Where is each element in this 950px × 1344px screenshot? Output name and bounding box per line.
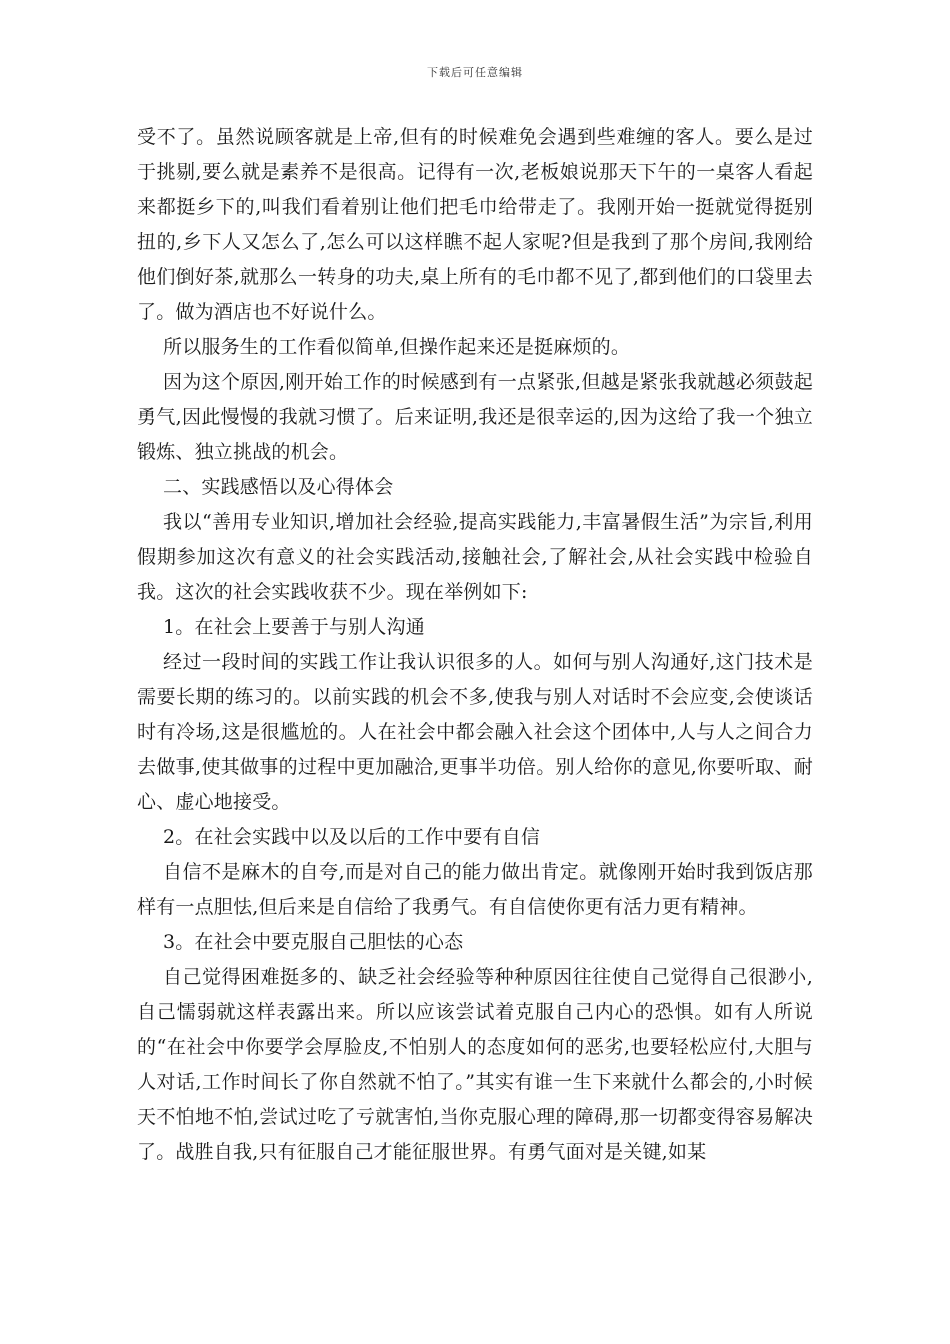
subheading-communication: 1。在社会上要善于与别人沟通 — [163, 616, 425, 638]
paragraph-purpose: 我以“善用专业知识,增加社会经验,提高实践能力,丰富暑假生活”为宗旨,利用假期参加这次有意义的社会实践活动,接触社会,了解社会,从社会实践中检验自我。这次的社会实践收获不少。现在举例如下: — [137, 511, 813, 603]
paragraph-nervousness: 因为这个原因,刚开始工作的时候感到有一点紧张,但越是紧张我就越必须鼓起勇气,因此慢慢的我就习惯了。后来证明,我还是很幸运的,因为这给了我一个独立锻炼、独立挑战的机会。 — [137, 371, 813, 463]
document-body — [137, 120, 813, 1170]
page-header: 下载后可任意编辑 — [427, 66, 523, 79]
paragraph-overcome-timidity: 自己觉得困难挺多的、缺乏社会经验等种种原因往往使自己觉得自己很渺小,自己懦弱就这样表露出来。所以应该尝试着克服自己内心的恐惧。如有人所说的“在社会中你要学会厚脸皮,不怕别人的态度如何的恶劣,也要轻松应付,大胆与人对话,工作时间长了你自然就不怕了。”其实有谁一生下来就什么都会的,小时候天不怕地不怕,尝试过吃了亏就害怕,当你克服心理的障碍,那一切都变得容易解决了。战胜自我,只有征服自己才能征服世界。有勇气面对是关键,如某 — [137, 966, 813, 1163]
subheading-confidence: 2。在社会实践中以及以后的工作中要有自信 — [163, 826, 541, 848]
subheading-overcome-timidity: 3。在社会中要克服自己胆怯的心态 — [163, 931, 464, 953]
section-heading: 二、实践感悟以及心得体会 — [163, 476, 394, 498]
paragraph-continuation: 受不了。虽然说顾客就是上帝,但有的时候难免会遇到些难缠的客人。要么是过于挑剔,要么就是素养不是很高。记得有一次,老板娘说那天下午的一桌客人看起来都挺乡下的,叫我们看着别让他们把毛巾给带走了。我刚开始一挺就觉得挺别扭的,乡下人又怎么了,怎么可以这样瞧不起人家呢?但是我到了那个房间,我刚给他们倒好茶,就那么一转身的功夫,桌上所有的毛巾都不见了,都到他们的口袋里去了。做为酒店也不好说什么。 — [137, 126, 813, 323]
paragraph-confidence: 自信不是麻木的自夸,而是对自己的能力做出肯定。就像刚开始时我到饭店那样有一点胆怯,但后来是自信给了我勇气。有自信使你更有活力更有精神。 — [137, 861, 813, 918]
paragraph-service-summary: 所以服务生的工作看似简单,但操作起来还是挺麻烦的。 — [163, 336, 631, 358]
paragraph-communication: 经过一段时间的实践工作让我认识很多的人。如何与别人沟通好,这门技术是需要长期的练习的。以前实践的机会不多,使我与别人对话时不会应变,会使谈话时有冷场,这是很尴尬的。人在社会中都会融入社会这个团体中,人与人之间合力去做事,使其做事的过程中更加融洽,更事半功倍。别人给你的意见,你要听取、耐心、虚心地接受。 — [137, 651, 813, 813]
